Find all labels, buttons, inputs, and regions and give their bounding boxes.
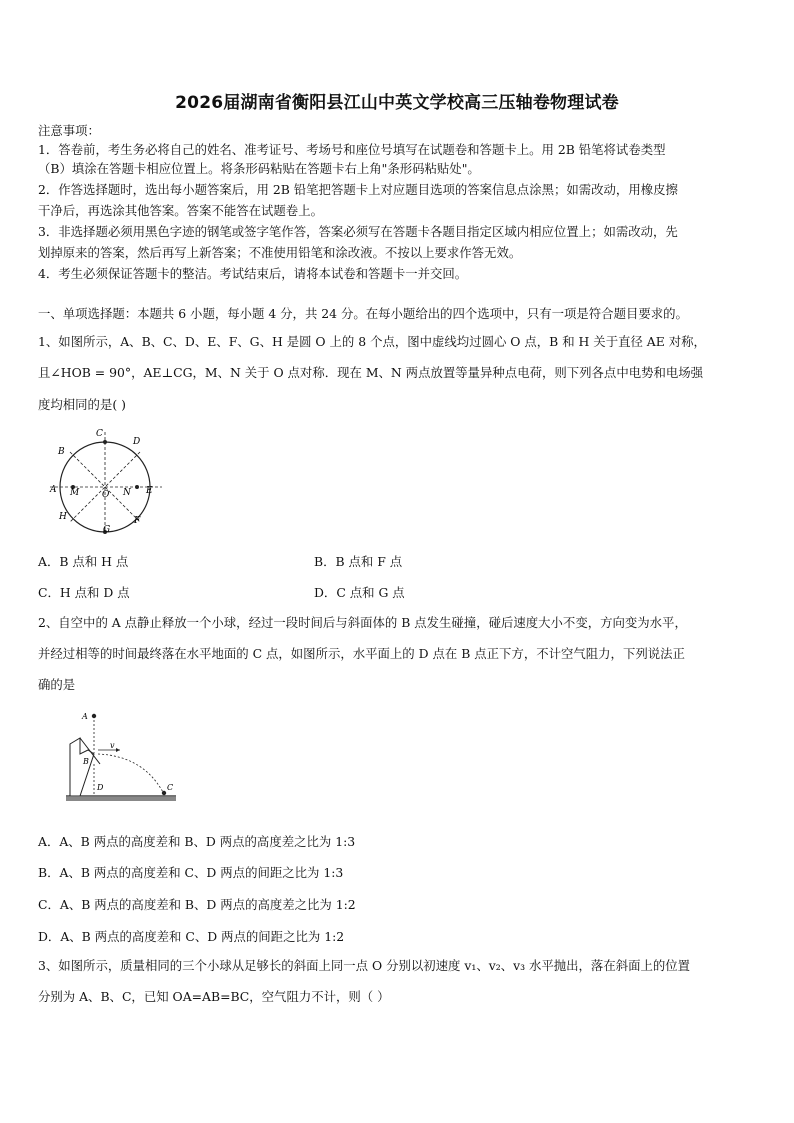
fig1-label: M — [70, 488, 80, 498]
fig1-label: H — [59, 512, 67, 522]
q2-option-c: C．A、B 两点的高度差和 B、D 两点的高度差之比为 1:2 — [38, 897, 356, 912]
fig1-label: D — [133, 437, 141, 447]
fig1-label: C — [96, 429, 103, 439]
fig2-label: C — [167, 783, 174, 792]
q1-option-b: B．B 点和 F 点 — [314, 554, 403, 569]
q1-option-d: D．C 点和 G 点 — [314, 585, 405, 600]
question-2-figure — [64, 708, 184, 806]
fig1-label: F — [134, 516, 141, 526]
page-title: 2026届湖南省衡阳县江山中英文学校高三压轴卷物理试卷 — [175, 93, 619, 113]
notice-line: 4．考生必须保证答题卡的整洁。考试结束后，请将本试卷和答题卡一并交回。 — [38, 266, 468, 281]
fig1-label: N — [123, 488, 131, 498]
question-2-text: 并经过相等的时间最终落在水平地面的 C 点，如图所示，水平面上的 D 点在 B 点正下方，不计空气阻力，下列说法正 — [38, 646, 685, 661]
question-1-text: 度均相同的是( ) — [38, 397, 126, 412]
fig2-label: v — [110, 741, 115, 750]
question-1-text: 且∠HOB = 90°，AE⊥CG，M、N 关于 O 点对称．现在 M、N 两点放置等量异种点电荷，则下列各点中电势和电场强 — [38, 365, 704, 380]
fig2-label: B — [83, 757, 89, 766]
section-heading: 一、单项选择题：本题共 6 小题，每小题 4 分，共 24 分。在每小题给出的四个选项中，只有一项是符合题目要求的。 — [38, 306, 688, 321]
fig1-label: G — [103, 525, 111, 534]
question-1-figure — [40, 424, 175, 534]
fig2-label: A — [82, 712, 88, 721]
question-3-text: 分别为 A、B、C，已知 OA=AB=BC，空气阻力不计，则（ ） — [38, 989, 390, 1004]
fig1-label: A — [50, 485, 57, 495]
question-3-text: 3、如图所示，质量相同的三个小球从足够长的斜面上同一点 O 分别以初速度 v₁、v₂、v₃ 水平抛出，落在斜面上的位置 — [38, 958, 691, 973]
q1-option-a: A．B 点和 H 点 — [38, 554, 129, 569]
fig2-label: D — [97, 783, 104, 792]
notice-heading: 注意事项： — [38, 123, 100, 138]
notice-line: 干净后，再选涂其他答案。答案不能答在试题卷上。 — [38, 203, 323, 218]
question-2-text: 2、自空中的 A 点静止释放一个小球，经过一段时间后与斜面体的 B 点发生碰撞，碰后速度大小不变，方向变为水平， — [38, 615, 687, 630]
notice-line: 划掉原来的答案，然后再写上新答案；不准使用铅笔和涂改液。不按以上要求作答无效。 — [38, 245, 522, 260]
question-2-text: 确的是 — [38, 677, 76, 692]
notice-line: 3．非选择题必须用黑色字迹的钢笔或签字笔作答，答案必须写在答题卡各题目指定区域内相应位置上；如需改动，先 — [38, 224, 678, 239]
notice-line: 2．作答选择题时，选出每小题答案后，用 2B 铅笔把答题卡上对应题目选项的答案信息点涂黑；如需改动，用橡皮擦 — [38, 182, 678, 197]
fig1-label: B — [58, 447, 65, 457]
notice-line: 1．答卷前，考生务必将自己的姓名、准考证号、考场号和座位号填写在试题卷和答题卡上。用 2B 铅笔将试卷类型 — [38, 142, 666, 157]
q1-option-c: C．H 点和 D 点 — [38, 585, 130, 600]
fig1-label: O — [102, 490, 110, 500]
q2-option-d: D．A、B 两点的高度差和 C、D 两点的间距之比为 1:2 — [38, 929, 345, 944]
fig1-label: E — [146, 486, 153, 496]
q2-option-b: B．A、B 两点的高度差和 C、D 两点的间距之比为 1:3 — [38, 865, 344, 880]
notice-line: （B）填涂在答题卡相应位置上。将条形码粘贴在答题卡右上角"条形码粘贴处"。 — [38, 161, 480, 176]
question-1-text: 1、如图所示，A、B、C、D、E、F、G、H 是圆 O 上的 8 个点，图中虚线均过圆心 O 点，B 和 H 关于直径 AE 对称， — [38, 334, 706, 349]
q2-option-a: A．A、B 两点的高度差和 B、D 两点的高度差之比为 1:3 — [38, 834, 356, 849]
